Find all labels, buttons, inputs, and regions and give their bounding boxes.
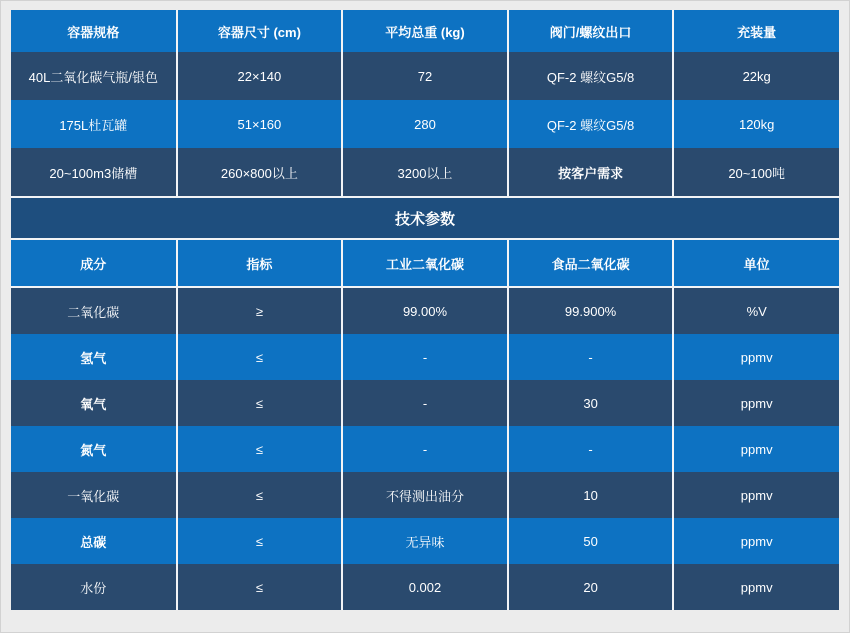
- param-cell: ppmv: [673, 472, 839, 518]
- table-row: [11, 518, 839, 564]
- param-cell: -: [508, 334, 674, 380]
- param-cell: 10: [508, 472, 674, 518]
- param-cell: ≤: [177, 564, 343, 610]
- section-title: 技术参数: [394, 210, 455, 228]
- spec-cell: 22×140: [177, 52, 343, 100]
- param-cell: ppmv: [673, 564, 839, 610]
- params-header-food-co2: 食品二氧化碳: [508, 240, 674, 287]
- table-row: [11, 380, 839, 426]
- param-cell: ≥: [177, 287, 343, 334]
- param-cell-component: 一氧化碳: [11, 472, 177, 518]
- container-spec-table: [11, 10, 839, 196]
- spec-header-fill-amount: 充装量: [673, 10, 839, 52]
- params-header-component: 成分: [11, 240, 177, 287]
- section-title-band: [11, 196, 839, 240]
- param-cell: 无异味: [342, 518, 508, 564]
- spec-cell: 120kg: [673, 100, 839, 148]
- params-header-indicator: 指标: [177, 240, 343, 287]
- param-cell: 20: [508, 564, 674, 610]
- table-row: [11, 564, 839, 610]
- param-cell: ≤: [177, 426, 343, 472]
- spec-cell: 20~100吨: [673, 148, 839, 196]
- table-row: [11, 52, 839, 100]
- spec-header-container-type: 容器规格: [11, 10, 177, 52]
- spec-cell: 20~100m3储槽: [11, 148, 177, 196]
- params-header-row: [11, 240, 839, 287]
- spec-cell: 280: [342, 100, 508, 148]
- spec-cell: 51×160: [177, 100, 343, 148]
- param-cell-component: 氮气: [11, 426, 177, 472]
- param-cell-component: 总碳: [11, 518, 177, 564]
- table-row: [11, 426, 839, 472]
- param-cell: ppmv: [673, 380, 839, 426]
- param-cell: 0.002: [342, 564, 508, 610]
- param-cell: ≤: [177, 518, 343, 564]
- param-cell-component: 二氧化碳: [11, 287, 177, 334]
- table-row: [11, 334, 839, 380]
- param-cell-component: 氢气: [11, 334, 177, 380]
- param-cell: 50: [508, 518, 674, 564]
- param-cell: 30: [508, 380, 674, 426]
- param-cell: -: [342, 426, 508, 472]
- table-row: [11, 287, 839, 334]
- param-cell: ppmv: [673, 518, 839, 564]
- params-header-unit: 单位: [673, 240, 839, 287]
- spec-cell: 175L杜瓦罐: [11, 100, 177, 148]
- param-cell: ppmv: [673, 426, 839, 472]
- technical-params-table: [11, 240, 839, 610]
- param-cell: ≤: [177, 380, 343, 426]
- param-cell: ppmv: [673, 334, 839, 380]
- param-cell: ≤: [177, 334, 343, 380]
- spec-header-row: [11, 10, 839, 52]
- param-cell: 99.900%: [508, 287, 674, 334]
- spec-cell: 3200以上: [342, 148, 508, 196]
- param-cell: -: [508, 426, 674, 472]
- param-cell: 不得测出油分: [342, 472, 508, 518]
- param-cell-component: 氧气: [11, 380, 177, 426]
- param-cell: ≤: [177, 472, 343, 518]
- spec-cell: 260×800以上: [177, 148, 343, 196]
- table-row: [11, 100, 839, 148]
- params-header-industrial-co2: 工业二氧化碳: [342, 240, 508, 287]
- spec-header-valve-outlet: 阀门/螺纹出口: [508, 10, 674, 52]
- table-row: [11, 472, 839, 518]
- spec-cell: 40L二氧化碳气瓶/银色: [11, 52, 177, 100]
- param-cell: %V: [673, 287, 839, 334]
- spec-header-avg-weight: 平均总重 (kg): [342, 10, 508, 52]
- param-cell: 99.00%: [342, 287, 508, 334]
- table-row: [11, 148, 839, 196]
- spec-cell: QF-2 螺纹G5/8: [508, 100, 674, 148]
- param-cell: -: [342, 334, 508, 380]
- spec-cell: 22kg: [673, 52, 839, 100]
- spec-cell-customer-demand: 按客户需求: [508, 148, 674, 196]
- param-cell-component: 水份: [11, 564, 177, 610]
- spec-header-dimensions: 容器尺寸 (cm): [177, 10, 343, 52]
- spec-cell: QF-2 螺纹G5/8: [508, 52, 674, 100]
- spec-cell: 72: [342, 52, 508, 100]
- param-cell: -: [342, 380, 508, 426]
